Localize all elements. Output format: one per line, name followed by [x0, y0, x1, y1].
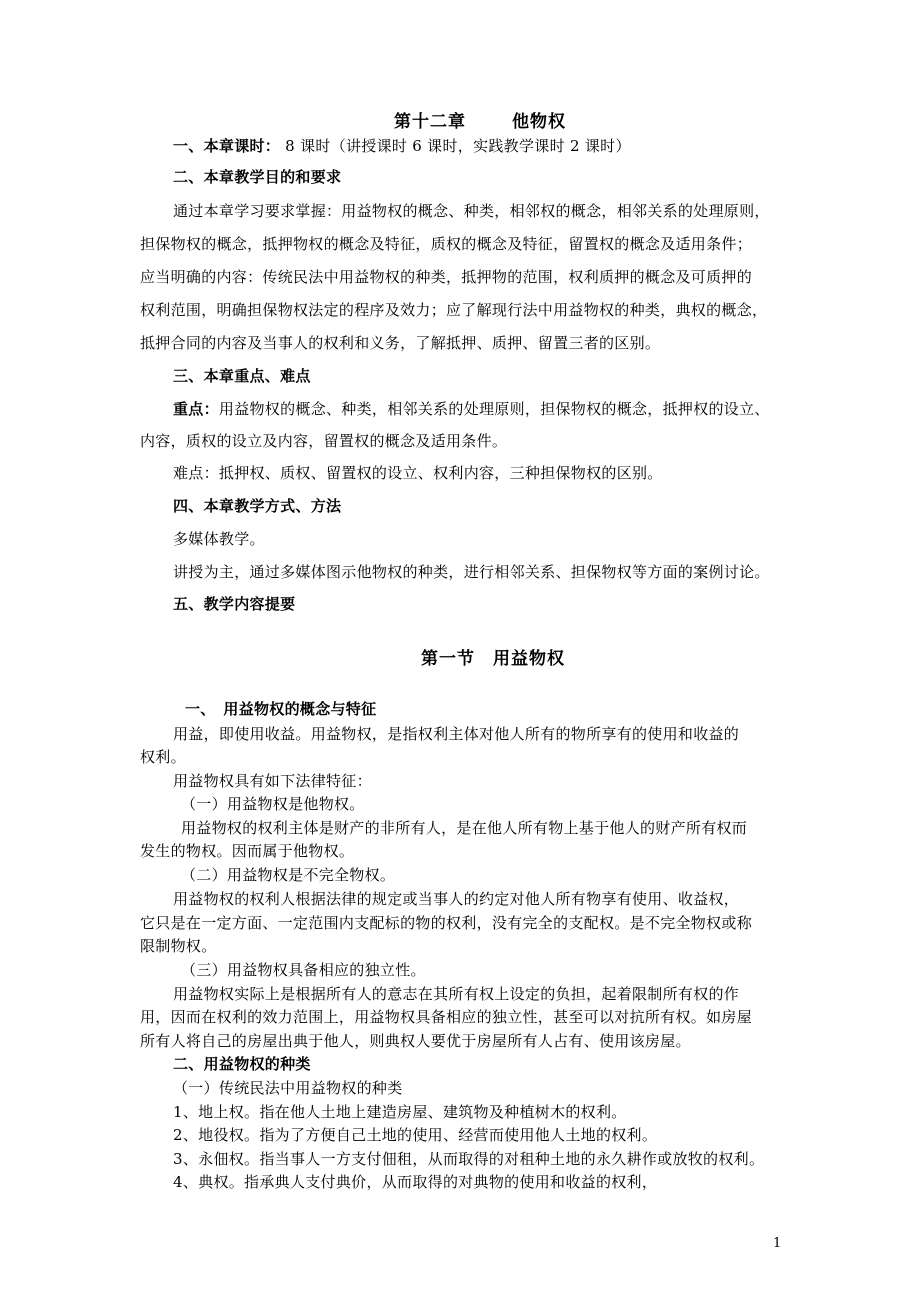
methods-line: 多媒体教学。 [173, 530, 265, 548]
body-line: 1、地上权。指在他人土地上建造房屋、建筑物及种植树木的权利。 [173, 1103, 627, 1121]
difficult-line: 难点：抵押权、质权、留置权的设立、权利内容，三种担保物权的区别。 [173, 464, 663, 482]
methods-line: 讲授为主，通过多媒体图示他物权的种类，进行相邻关系、担保物权等方面的案例讨论。 [173, 563, 770, 581]
body-line: 用，因而在权利的效力范围上，用益物权具备相应的独立性，甚至可以对抗所有权。如房屋 [140, 1008, 753, 1026]
body-line: （一）传统民法中用益物权的种类 [173, 1079, 403, 1097]
body-line: 用益物权实际上是根据所有人的意志在其所有权上设定的负担，起着限制所有权的作 [173, 985, 740, 1003]
objectives-line: 通过本章学习要求掌握：用益物权的概念、种类，相邻权的概念，相邻关系的处理原则， [173, 202, 770, 220]
body-line: 用益物权的权利人根据法律的规定或当事人的约定对他人所有物享有使用、收益权， [173, 890, 740, 908]
body-line: 权利。 [140, 748, 186, 766]
subsection-heading: 一、 用益物权的概念与特征 [185, 700, 377, 718]
key-line-2: 内容，质权的设立及内容，留置权的概念及适用条件。 [140, 432, 508, 450]
key-label: 重点： [173, 400, 219, 418]
body-line: 用益，即使用收益。用益物权，是指权利主体对他人所有的物所享有的使用和收益的 [173, 725, 740, 743]
chapter-number: 第十二章 [394, 112, 466, 132]
body-line: 发生的物权。因而属于他物权。 [140, 842, 355, 860]
objectives-line: 抵押合同的内容及当事人的权利和义务，了解抵押、质押、留置三者的区别。 [140, 334, 661, 352]
objectives-line: 应当明确的内容：传统民法中用益物权的种类，抵押物的范围，权利质押的概念及可质押的 [140, 268, 753, 286]
body-line: （三）用益物权具备相应的独立性。 [181, 961, 426, 979]
outline-heading: 五、教学内容提要 [173, 595, 296, 613]
chapter-name: 他物权 [512, 112, 566, 132]
body-line: 3、永佃权。指当事人一方支付佃租，从而取得的对租种土地的永久耕作或放牧的权利。 [173, 1150, 765, 1168]
hours-label: 一、本章课时： [173, 137, 281, 155]
body-line: （一）用益物权是他物权。 [181, 795, 365, 813]
body-line: 所有人将自己的房屋出典于他人，则典权人要优于房屋所有人占有、使用该房屋。 [140, 1032, 691, 1050]
key-line [173, 399, 770, 419]
body-line: 它只是在一定方面、一定范围内支配标的物的权利，没有完全的支配权。是不完全物权或称 [140, 914, 753, 932]
body-line: （二）用益物权是不完全物权。 [181, 866, 396, 884]
subsection-heading: 二、用益物权的种类 [173, 1055, 311, 1073]
section-title: 第一节 用益物权 [421, 649, 565, 669]
hours-text: 8 课时（讲授课时 6 课时，实践教学课时 2 课时） [280, 137, 631, 155]
key-text: 用益物权的概念、种类，相邻关系的处理原则，担保物权的概念，抵押权的设立、 [218, 400, 770, 418]
objectives-line: 担保物权的概念，抵押物权的概念及特征，质权的概念及特征，留置权的概念及适用条件； [140, 235, 753, 253]
objectives-line: 权利范围，明确担保物权法定的程序及效力；应了解现行法中用益物权的种类，典权的概念， [140, 301, 768, 319]
body-line: 用益物权的权利主体是财产的非所有人，是在他人所有物上基于他人的财产所有权而 [181, 819, 748, 837]
body-line: 2、地役权。指为了方便自己土地的使用、经营而使用他人土地的权利。 [173, 1126, 658, 1144]
body-line: 限制物权。 [140, 937, 217, 955]
hours-line [173, 136, 631, 156]
body-line: 4、典权。指承典人支付典价，从而取得的对典物的使用和收益的权利， [173, 1173, 658, 1191]
key-points-heading: 三、本章重点、难点 [173, 367, 311, 385]
body-line: 用益物权具有如下法律特征： [173, 772, 372, 790]
objectives-heading: 二、本章教学目的和要求 [173, 168, 342, 186]
page-number: 1 [773, 1236, 782, 1251]
chapter-title [394, 112, 566, 132]
methods-heading: 四、本章教学方式、方法 [173, 497, 342, 515]
